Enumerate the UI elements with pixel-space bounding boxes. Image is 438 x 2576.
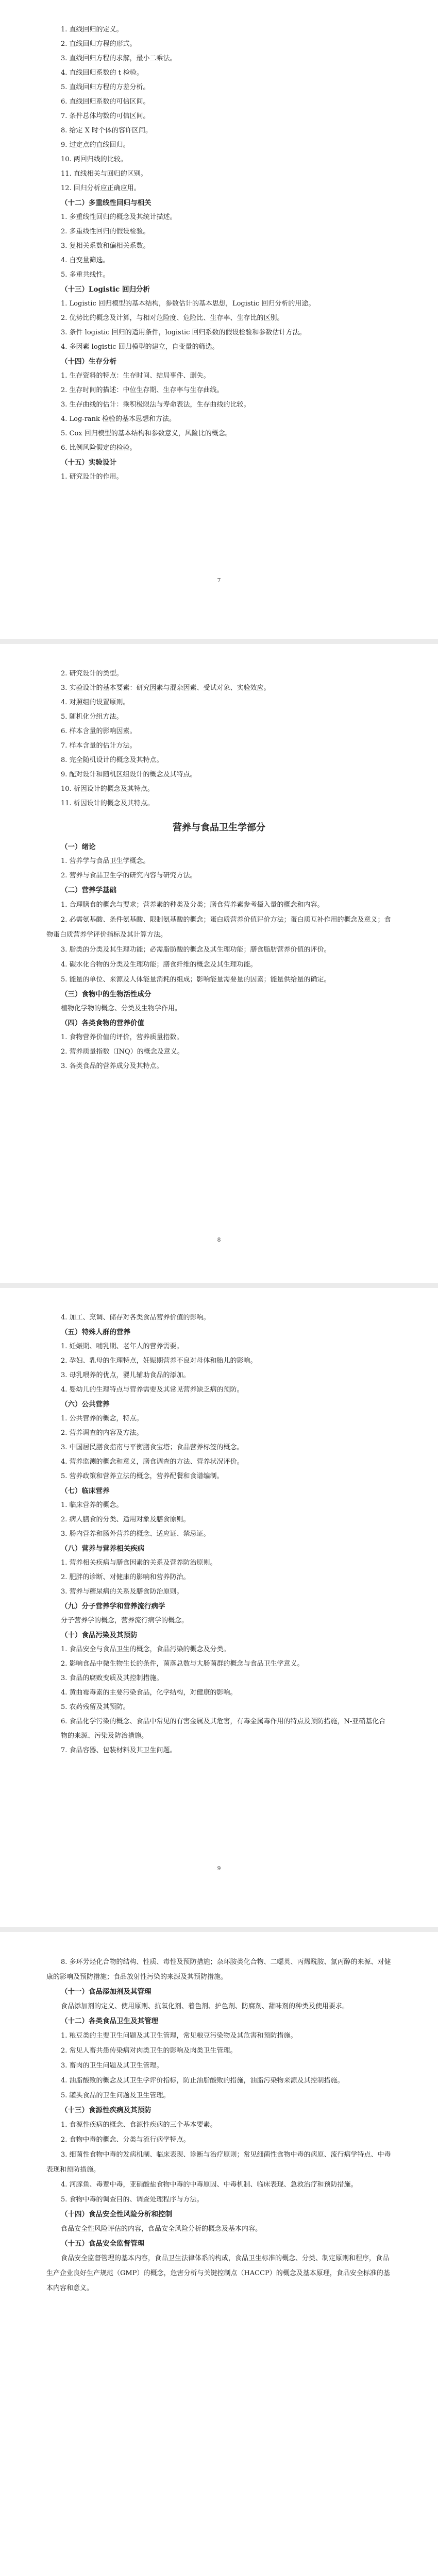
text-line: 3. 食品的腐败变质及其控制措施。 — [61, 1674, 163, 1682]
text-line: 5. 食物中毒的调查目的、调查处理程序与方法。 — [61, 2196, 204, 2204]
text-line: 5. 罐头食品的卫生问题及卫生管理。 — [61, 2092, 170, 2099]
text-line: 2. 营养与食品卫生学的研究内容与研究方法。 — [61, 872, 197, 879]
text-line: 2. 孕妇、乳母的生理特点，妊娠期营养不良对母体和胎儿的影响。 — [61, 1357, 257, 1365]
section-heading: （十二）各类食品卫生及其管理 — [61, 2017, 158, 2025]
text-line: 3. 畜肉的卫生问题及其卫生管理。 — [61, 2062, 163, 2070]
section-list — [46, 1642, 392, 1758]
text-line: 5. Cox 回归模型的基本结构和参数意义，风险比的概念。 — [61, 430, 232, 437]
section-list — [46, 1002, 392, 1016]
text-line: 7. 条件总体均数的可信区间。 — [61, 112, 150, 120]
text-line: 2. 影响食品中微生物生长的条件，菌落总数与大肠菌群的概念与食品卫生学意义。 — [61, 1660, 304, 1668]
section-heading: （十一）食品添加剂及其管理 — [61, 1988, 151, 1996]
text-line: 1. 公共营养的概念，特点。 — [61, 1415, 143, 1422]
section-heading: （七）临床营养 — [61, 1487, 110, 1495]
text-line: 4. 河豚鱼、毒蕈中毒，亚硝酸盐食物中毒的中毒原因、中毒机制、临床表现、急救治疗和预防措施。 — [61, 2181, 358, 2189]
text-line: 8. 多环芳烃化合物的结构、性质、毒性及预防措施；杂环胺类化合物、二噁英、丙烯酰胺、氯丙醇的来源、对健康的影响及预防措施；食品放射性污染的来源及其预防措施。 — [46, 1958, 391, 1981]
text-line: 1. 临床营养的概念。 — [61, 1501, 123, 1509]
text-line: 1. 粮豆类的主要卫生问题及其卫生管理，常见粮豆污染物及其危害和预防措施。 — [61, 2032, 297, 2040]
text-line: 3. 脂类的分类及其生理功能；必需脂肪酸的概念及其生理功能；膳食脂肪营养价值的评价。 — [61, 946, 331, 954]
document-page-1 — [0, 0, 438, 639]
text-line: 2. 直线回归方程的形式。 — [61, 40, 137, 48]
section-heading: （十）食品污染及其预防 — [61, 1631, 138, 1639]
section-heading: （十四）生存分析 — [61, 358, 116, 366]
text-line: 5. 农药残留及其预防。 — [61, 1703, 130, 1711]
text-line: 10. 两回归线的比较。 — [61, 156, 127, 163]
text-line: 1. 多重线性回归的概念及其统计描述。 — [61, 213, 177, 221]
text-line: 3. 肠内营养和肠外营养的概念、适应证、禁忌证。 — [61, 1530, 210, 1538]
text-line: 4. 直线回归系数的 t 检验。 — [61, 69, 144, 77]
text-line: 4. 多因素 logistic 回归模型的建立，自变量的筛选。 — [61, 343, 219, 351]
section-heading: （十五）食品安全监督管理 — [61, 2240, 144, 2248]
section-list — [46, 1614, 392, 1628]
text-line: 1. Logistic 回归模型的基本结构，参数估计的基本思想，Logistic 回归分析的用途。 — [61, 300, 315, 308]
text-line: 4. 油脂酸败的概念及其卫生学评价指标，防止油脂酸败的措施，油脂污染物来源及其控制措施。 — [61, 2077, 344, 2084]
section-heading: （六）公共营养 — [61, 1400, 110, 1409]
section-heading: （二）营养学基础 — [61, 886, 116, 894]
text-line: 12. 回归分析应正确应用。 — [61, 184, 141, 192]
text-line: 2. 多重线性回归的假设检验。 — [61, 228, 150, 235]
text-line: 4. 婴幼儿的生理特点与营养需要及其常见营养缺乏病的预防。 — [61, 1386, 244, 1394]
text-line: 1. 妊娠期、哺乳期、老年人的营养需要。 — [61, 1343, 183, 1350]
text-line: 植物化学物的概念、分类及生物学作用。 — [61, 1005, 182, 1012]
text-line: 1. 食品安全与食品卫生的概念，食品污染的概念及分类。 — [61, 1646, 230, 1653]
text-line: 3. 母乳喂养的优点，婴儿辅助食品的添加。 — [61, 1371, 190, 1379]
text-line: 2. 必需氨基酸、条件氨基酸、限制氨基酸的概念；蛋白质营养价值评价方法；蛋白质互补作用的概念及意义；食物蛋白质营养学评价指标及其计算方法。 — [46, 916, 391, 939]
section-paragraphs — [46, 2117, 392, 2207]
text-line: 食品安全性风险评估的内容，食品安全风险分析的概念及基本内容。 — [61, 2225, 262, 2233]
section-paragraphs — [46, 1955, 392, 1985]
section-list — [46, 297, 392, 354]
text-line: 10. 析因设计的概念及其特点。 — [61, 785, 154, 793]
text-line: 8. 完全随机设计的概念及其特点。 — [61, 756, 163, 764]
text-line: 2. 病人膳食的分类、适用对象及膳食原则。 — [61, 1516, 190, 1523]
section-paragraphs — [46, 2251, 392, 2296]
page-number: 7 — [217, 577, 221, 584]
section-list — [46, 1311, 392, 1325]
section-paragraphs — [46, 1999, 392, 2014]
text-line: 食品添加剂的定义、使用原则、抗氧化剂、着色剂、护色剂、防腐剂、甜味剂的种类及使用要求。 — [61, 2003, 349, 2010]
text-line: 6. 食品化学污染的概念、食品中常见的有害金属及其危害，有毒金属毒作用的特点及预防措施，N-亚硝基化合物的来源、污染及防治措施。 — [61, 1718, 386, 1740]
document-page-2 — [0, 644, 438, 1283]
section-heading: （十三）食源性疾病及其预防 — [61, 2106, 151, 2114]
section-list — [46, 369, 392, 455]
document-page-3 — [0, 1288, 438, 1927]
text-line: 5. 营养政策和营养立法的概念，营养配餐和食谱编制。 — [61, 1472, 224, 1480]
text-line: 1. 直线回归的定义。 — [61, 26, 123, 33]
section-list — [46, 1030, 392, 1074]
section-heading: （四）各类食物的营养价值 — [61, 1019, 144, 1027]
section-paragraphs — [46, 2028, 392, 2103]
section-heading: （九）分子营养学和营养流行病学 — [61, 1602, 165, 1611]
text-line: 11. 析因设计的概念及其特点。 — [61, 800, 154, 807]
text-line: 2. 常见人畜共患传染病对肉类卫生的影响及肉类卫生管理。 — [61, 2047, 237, 2055]
text-line: 3. 条件 logistic 回归的适用条件，logistic 回归系数的假设检验和参数估计方法。 — [61, 329, 306, 336]
text-line: 1. 研究设计的作用。 — [61, 473, 123, 481]
text-line: 3. 细菌性食物中毒的发病机制、临床表现、诊断与治疗原则；常见细菌性食物中毒的病原、流行病学特点、中毒表现和预防措施。 — [46, 2151, 391, 2174]
section-list — [46, 1412, 392, 1484]
section-heading: （一）绪论 — [61, 843, 96, 851]
text-line: 2. 肥胖的诊断、对健康的影响和营养防治。 — [61, 1573, 190, 1581]
text-line: 3. 各类食品的营养成分及其特点。 — [61, 1062, 163, 1070]
text-line: 分子营养学的概念，营养流行病学的概念。 — [61, 1617, 189, 1624]
text-line: 5. 多重共线性。 — [61, 271, 110, 279]
text-line: 2. 食物中毒的概念、分类与流行病学特点。 — [61, 2136, 190, 2144]
section-heading: （十三）Logistic 回归分析 — [61, 285, 150, 294]
section-paragraphs — [46, 897, 392, 987]
section-heading: （三）食物中的生物活性成分 — [61, 990, 151, 998]
text-line: 4. 碳水化合物的分类及生理功能；膳食纤维的概念及其生理功能。 — [61, 961, 257, 969]
section-list — [46, 1498, 392, 1541]
section-heading: （八）营养与营养相关疾病 — [61, 1545, 144, 1553]
text-line: 6. 样本含量的影响因素。 — [61, 727, 137, 735]
section-heading: （十二）多重线性回归与相关 — [61, 199, 151, 207]
text-line: 3. 营养与糖尿病的关系及膳食防治原则。 — [61, 1588, 183, 1596]
page-number: 8 — [217, 1236, 221, 1243]
text-line: 3. 生存曲线的估计：乘积极限法与寿命表法，生存曲线的比较。 — [61, 401, 250, 409]
text-line: 食品安全监督管理的基本内容，食品卫生法律体系的构成，食品卫生标准的概念、分类、制定原则和程序，食品生产企业良好生产规范（GMP）的概念，危害分析与关键控制点（HACCP）的概念及基本原理，食品安全标准的基本内容和意义。 — [46, 2255, 390, 2292]
section-heading: （十四）食品安全性风险分析和控制 — [61, 2210, 172, 2218]
text-line: 6. 直线回归系数的可信区间。 — [61, 98, 150, 106]
text-line: 3. 直线回归方程的求解，最小二乘法。 — [61, 55, 177, 62]
text-line: 1. 营养相关疾病与膳食因素的关系及营养防治原则。 — [61, 1559, 217, 1567]
section-heading: （五）特殊人群的营养 — [61, 1328, 130, 1336]
text-line: 1. 合理膳食的概念与要求；营养素的种类及分类；膳食营养素参考摄入量的概念和内容。 — [61, 901, 324, 909]
text-line: 2. 营养质量指数（INQ）的概念及意义。 — [61, 1048, 184, 1056]
text-line: 9. 过定点的直线回归。 — [61, 141, 130, 149]
text-line: 1. 生存资料的特点：生存时间、结局事件、删失。 — [61, 372, 210, 380]
text-line: 2. 生存时间的描述：中位生存期、生存率与生存曲线。 — [61, 386, 224, 394]
text-line: 1. 食源性疾病的概念、食源性疾病的三个基本要素。 — [61, 2121, 217, 2129]
part-title: 营养与食品卫生学部分 — [173, 822, 265, 833]
section-list — [46, 470, 392, 484]
document-page-4 — [0, 1932, 438, 2576]
text-line: 6. 比例风险假定的检验。 — [61, 444, 137, 452]
text-line: 5. 能量的单位、来源及人体能量消耗的组成；影响能量需要量的因素；能量供给量的确定。 — [61, 976, 331, 984]
page-number: 9 — [217, 1865, 221, 1872]
text-line: 2. 优势比的概念及计算，与相对危险度、危险比、生存率、生存比的区别。 — [61, 314, 284, 322]
text-line: 4. 黄曲霉毒素的主要污染食品，化学结构，对健康的影响。 — [61, 1689, 237, 1697]
section-paragraphs — [46, 2222, 392, 2236]
text-line: 1. 营养学与食品卫生学概念。 — [61, 857, 150, 865]
section-list — [46, 1556, 392, 1599]
text-line: 3. 复相关系数和偏相关系数。 — [61, 242, 150, 250]
text-line: 7. 样本含量的估计方法。 — [61, 742, 137, 750]
text-line: 9. 配对设计和随机区组设计的概念及其特点。 — [61, 771, 197, 778]
text-line: 3. 实验设计的基本要素：研究因素与混杂因素、受试对象、实验效应。 — [61, 684, 271, 692]
text-line: 4. 加工、烹调、储存对各类食品营养价值的影响。 — [61, 1314, 210, 1321]
text-line: 4. 营养监测的概念和意义，膳食调查的方法、营养状况评价。 — [61, 1458, 244, 1466]
text-line: 5. 随机化分组方法。 — [61, 713, 123, 721]
section-heading: （十五）实验设计 — [61, 459, 116, 467]
text-line: 5. 直线回归方程的方差分析。 — [61, 83, 150, 91]
text-line: 4. Log-rank 检验的基本思想和方法。 — [61, 415, 176, 423]
section-list — [46, 854, 392, 883]
section-list — [46, 667, 392, 811]
text-line: 4. 对照组的设置原则。 — [61, 699, 130, 706]
section-list — [46, 23, 392, 196]
section-list — [46, 210, 392, 282]
text-line: 11. 直线相关与回归的区别。 — [61, 170, 147, 178]
text-line: 7. 食品容器、包装材料及其卫生问题。 — [61, 1747, 177, 1754]
text-line: 4. 自变量筛选。 — [61, 257, 110, 264]
text-line: 2. 研究设计的类型。 — [61, 670, 123, 677]
text-line: 1. 食物营养价值的评价，营养质量指数。 — [61, 1033, 183, 1041]
text-line: 2. 营养调查的内容及方法。 — [61, 1429, 143, 1437]
text-line: 3. 中国居民膳食指南与平衡膳食宝塔；食品营养标签的概念。 — [61, 1444, 244, 1451]
section-list — [46, 1340, 392, 1397]
text-line: 8. 给定 X 时个体的容许区间。 — [61, 127, 153, 134]
